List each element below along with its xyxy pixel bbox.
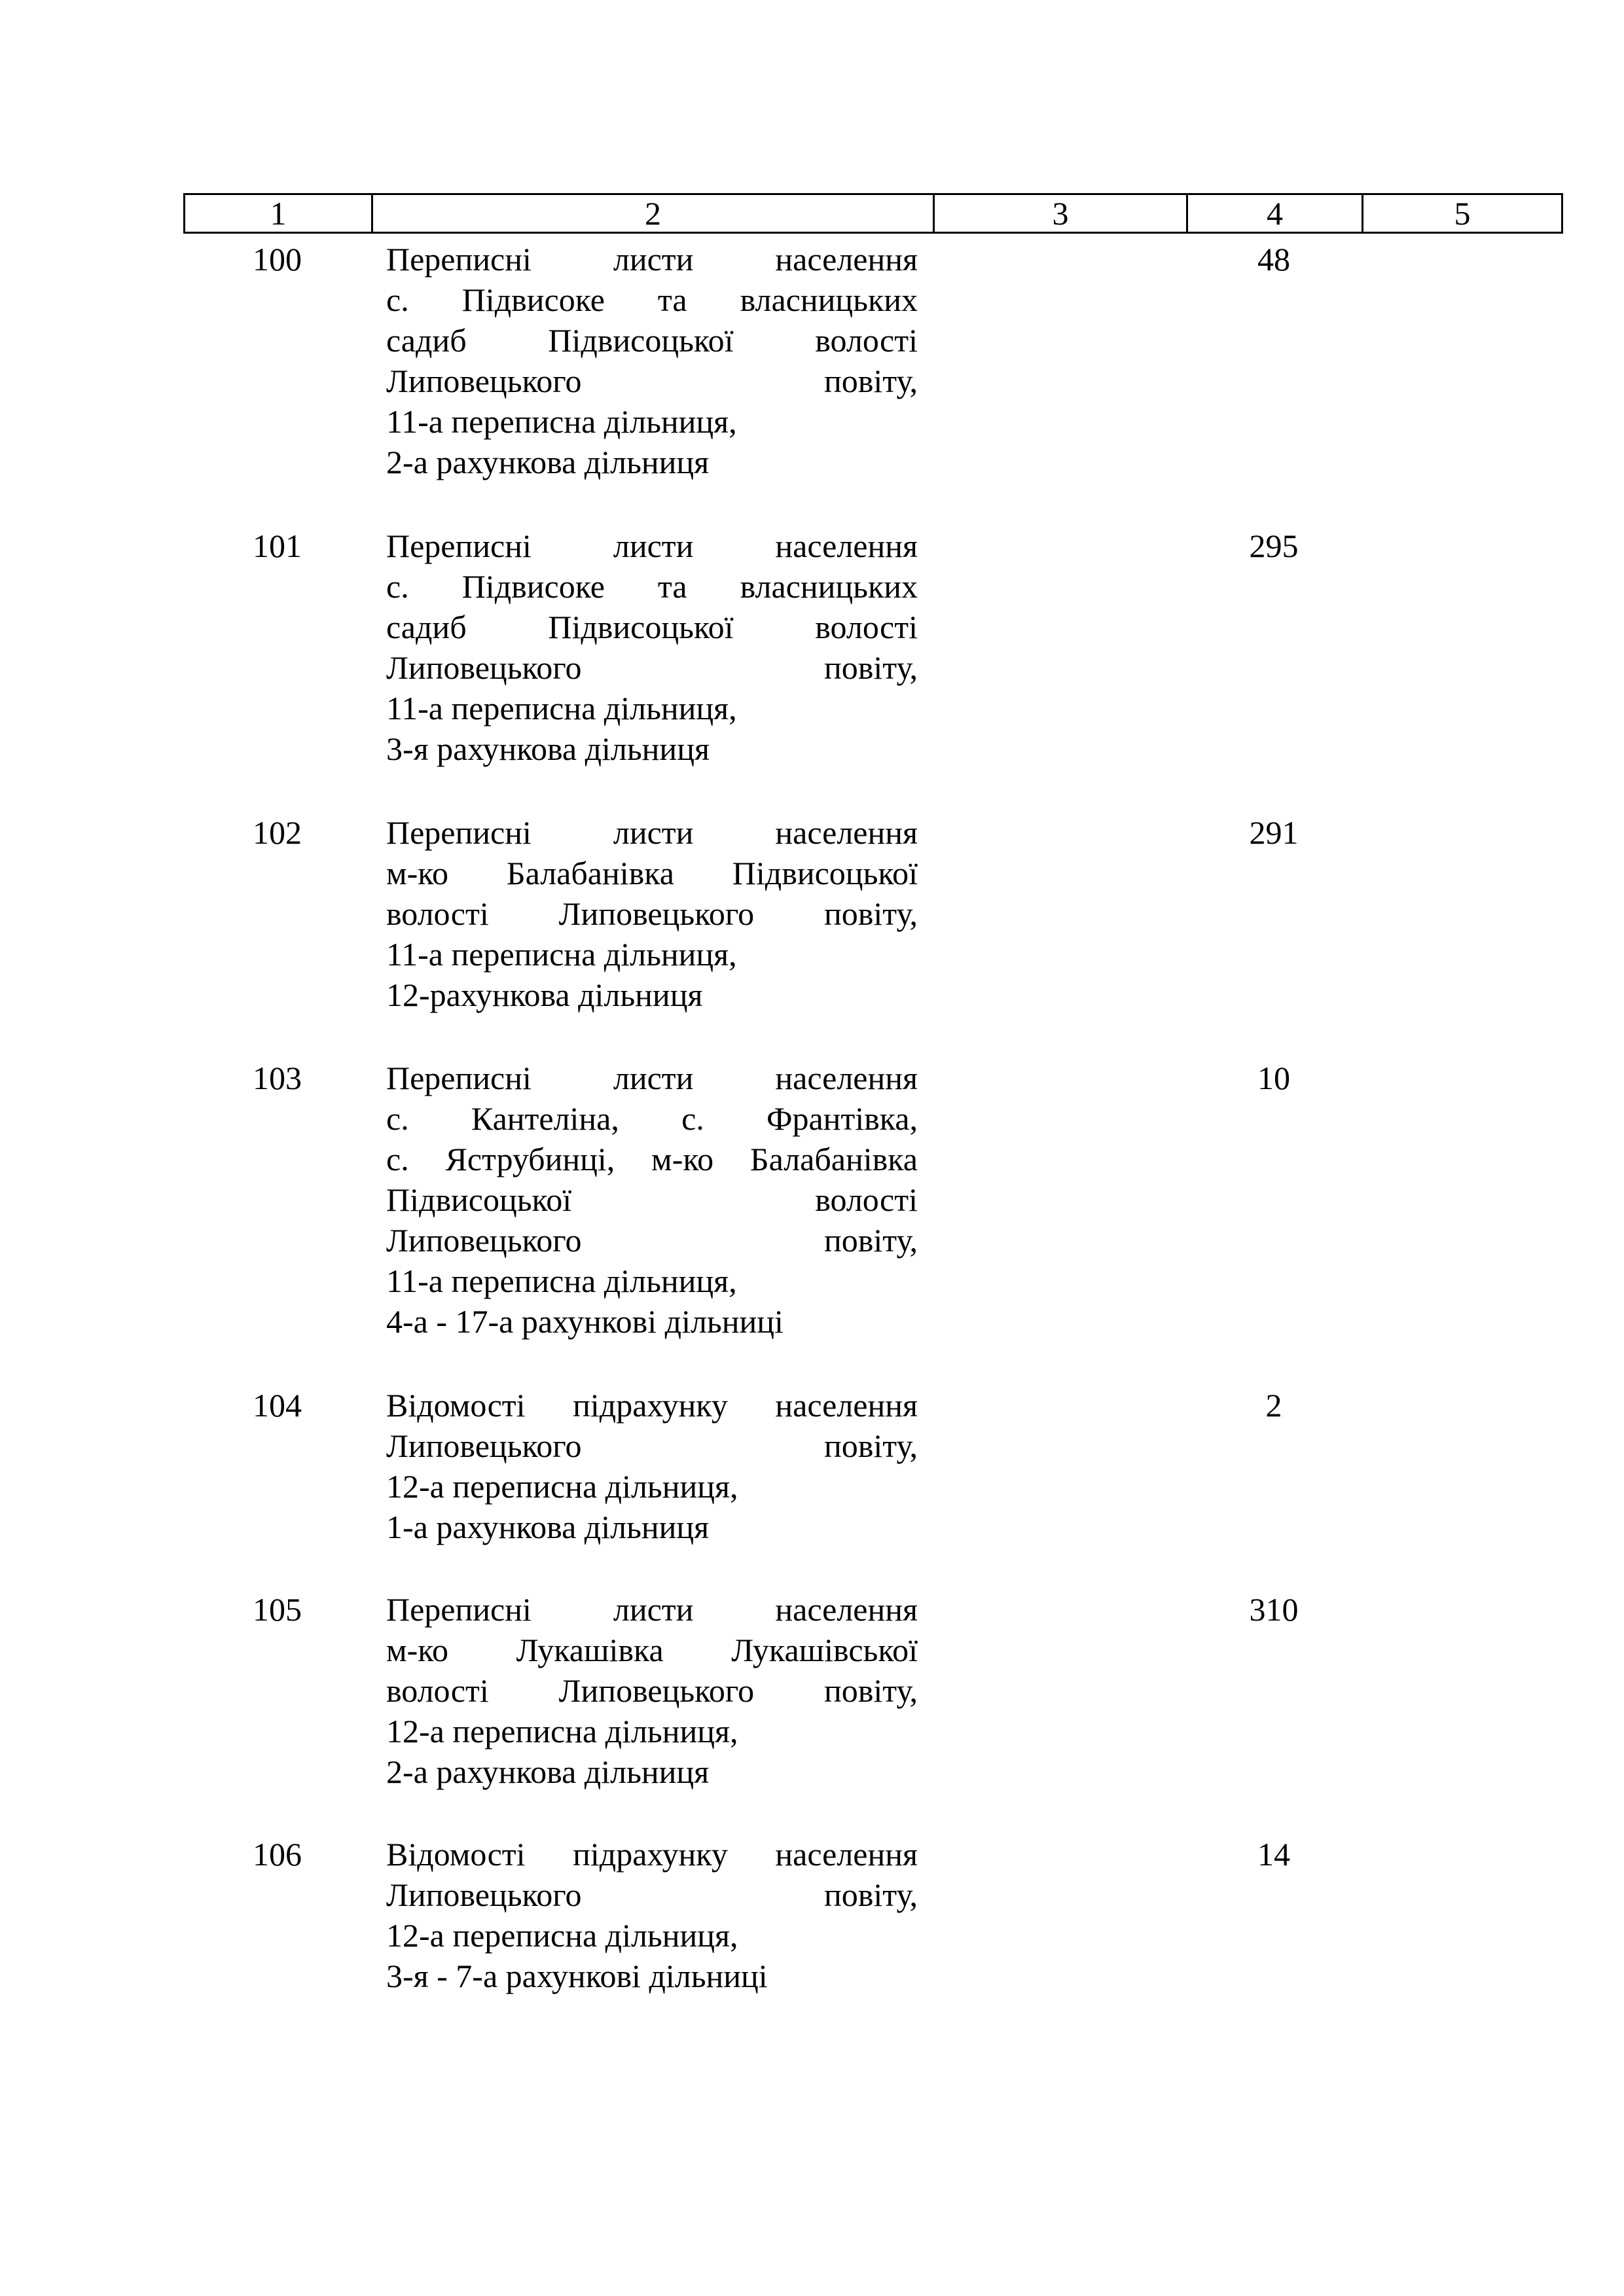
record-title-line: Відомості підрахунку населення bbox=[386, 1836, 918, 1873]
record-number: 102 bbox=[253, 814, 302, 851]
record-title-line: 12-рахункова дільниця bbox=[386, 977, 703, 1013]
record-title-line: Переписні листи населення bbox=[386, 241, 918, 278]
header-col-4: 4 bbox=[1188, 195, 1363, 232]
record-title-line: 2-а рахункова дільниця bbox=[386, 444, 710, 480]
record-title bbox=[386, 1058, 918, 1342]
record-title-line: Переписні листи населення bbox=[386, 1591, 918, 1628]
record-title-line: с. Підвисоке та власницьких bbox=[386, 281, 918, 318]
record-title-line: 11-а переписна дільниця, bbox=[386, 690, 737, 726]
header-col-5: 5 bbox=[1454, 195, 1471, 232]
record-count: 14 bbox=[1257, 1836, 1290, 1873]
record-title-line: Переписні листи населення bbox=[386, 814, 918, 851]
record-title-line: с. Кантеліна, с. Франтівка, bbox=[386, 1100, 918, 1137]
record-title-line: Липовецького повіту, bbox=[386, 1876, 918, 1913]
record-title-line: Липовецького повіту, bbox=[386, 363, 918, 399]
record-title-line: 11-а переписна дільниця, bbox=[386, 403, 737, 440]
record-title-line: волості Липовецького повіту, bbox=[386, 895, 918, 932]
column-number-header bbox=[183, 193, 1563, 234]
record-title-line: 11-а переписна дільниця, bbox=[386, 1263, 737, 1299]
record-title bbox=[386, 812, 918, 1015]
record-count: 2 bbox=[1265, 1387, 1282, 1424]
record-count: 48 bbox=[1257, 241, 1290, 278]
record-title-line: садиб Підвисоцької волості bbox=[386, 322, 918, 359]
record-title-line: 1-а рахункова дільниця bbox=[386, 1509, 710, 1545]
header-col-3: 3 bbox=[935, 195, 1188, 232]
record-title-line: 3-я рахункова дільниця bbox=[386, 730, 710, 767]
record-count: 295 bbox=[1249, 528, 1299, 564]
record-title bbox=[386, 526, 918, 769]
record-title bbox=[386, 1834, 918, 1996]
header-col-2: 2 bbox=[373, 195, 935, 232]
record-number: 104 bbox=[253, 1387, 302, 1424]
record-title-line: 12-а переписна дільниця, bbox=[386, 1468, 738, 1505]
record-number: 103 bbox=[253, 1060, 302, 1096]
record-number: 106 bbox=[253, 1836, 302, 1873]
record-title-line: с. Яструбинці, м-ко Балабанівка bbox=[386, 1141, 918, 1177]
record-count: 10 bbox=[1257, 1060, 1290, 1096]
record-title-line: 4-а - 17-а рахункові дільниці bbox=[386, 1303, 784, 1340]
record-number: 101 bbox=[253, 528, 302, 564]
record-title-line: 12-а переписна дільниця, bbox=[386, 1713, 738, 1749]
record-title bbox=[386, 239, 918, 482]
record-title-line: 12-а переписна дільниця, bbox=[386, 1917, 738, 1954]
record-title-line: Липовецького повіту, bbox=[386, 1222, 918, 1259]
record-title-line: 11-а переписна дільниця, bbox=[386, 936, 737, 973]
record-count: 310 bbox=[1249, 1591, 1299, 1628]
header-col-1: 1 bbox=[185, 195, 373, 232]
record-title bbox=[386, 1385, 918, 1547]
record-title-line: Переписні листи населення bbox=[386, 1060, 918, 1096]
record-title-line: Підвисоцької волості bbox=[386, 1181, 918, 1218]
record-title bbox=[386, 1589, 918, 1792]
record-title-line: волості Липовецького повіту, bbox=[386, 1672, 918, 1709]
record-title-line: Липовецького повіту, bbox=[386, 649, 918, 686]
record-number: 105 bbox=[253, 1591, 302, 1628]
record-title-line: м-ко Лукашівка Лукашівської bbox=[386, 1632, 918, 1668]
record-title-line: 2-а рахункова дільниця bbox=[386, 1753, 710, 1790]
record-title-line: садиб Підвисоцької волості bbox=[386, 609, 918, 645]
record-title-line: Липовецького повіту, bbox=[386, 1427, 918, 1464]
record-title-line: м-ко Балабанівка Підвисоцької bbox=[386, 855, 918, 891]
record-title-line: с. Підвисоке та власницьких bbox=[386, 568, 918, 605]
record-number: 100 bbox=[253, 241, 302, 278]
record-title-line: Відомості підрахунку населення bbox=[386, 1387, 918, 1424]
record-title-line: Переписні листи населення bbox=[386, 528, 918, 564]
record-title-line: 3-я - 7-а рахункові дільниці bbox=[386, 1958, 768, 1994]
record-count: 291 bbox=[1249, 814, 1299, 851]
